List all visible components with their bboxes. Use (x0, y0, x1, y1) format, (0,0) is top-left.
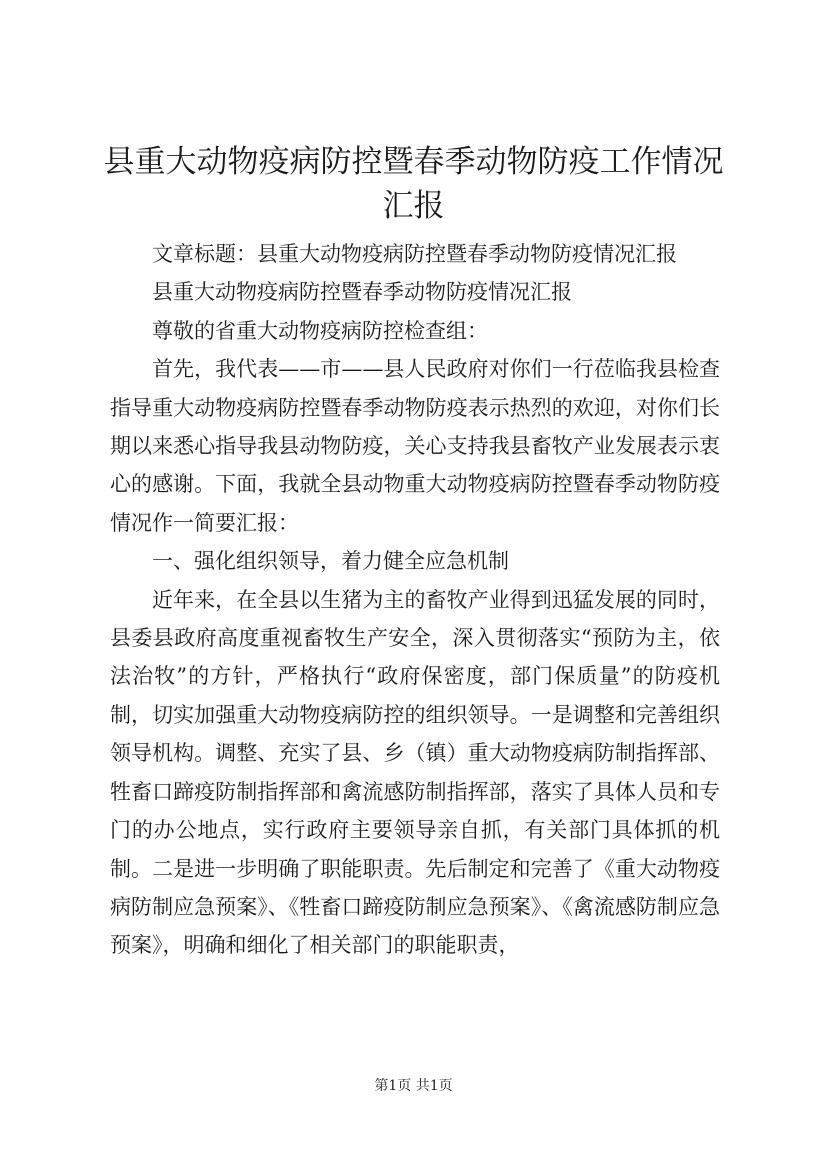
paragraph-salutation: 尊敬的省重大动物疫病防控检查组： (152, 318, 488, 343)
paragraph-intro: 首先，我代表——市——县人民政府对你们一行莅临我县检查指导重大动物疫病防控暨春季动物防疫表示热烈的欢迎，对你们长期以来悉心指导我县动物防疫，关心支持我县畜牧产业发展表示衷心的感谢。下面，我就全县动物重大动物疫病防控暨春季动物防疫情况作一简要汇报： (110, 357, 720, 535)
document-title: 县重大动物疫病防控暨春季动物防疫工作情况汇报 (103, 144, 724, 224)
page-footer (0, 1077, 827, 1095)
paragraph-section-body: 近年来，在全县以生猪为主的畜牧产业得到迅猛发展的同时，县委县政府高度重视畜牧生产安全，深入贯彻落实“预防为主，依法治牧”的方针，严格执行“政府保密度，部门保质量”的防疫机制，切实加强重大动物疫病防控的组织领导。一是调整和完善组织领导机构。调整、充实了县、乡（镇）重大动物疫病防制指挥部、牲畜口蹄疫防制指挥部和禽流感防制指挥部，落实了具体人员和专门的办公地点，实行政府主要领导亲自抓，有关部门具体抓的机制。二是进一步明确了职能职责。先后制定和完善了《重大动物疫病防制应急预案》、《牲畜口蹄疫防制应急预案》、《禽流感防制应急预案》，明确和细化了相关部门的职能职责， (110, 587, 720, 958)
paragraph-section-heading: 一、强化组织领导，着力健全应急机制 (152, 549, 509, 574)
page-number-label: 第1页 共1页 (374, 1078, 453, 1094)
paragraph-subtitle: 县重大动物疫病防控暨春季动物防疫情况汇报 (152, 280, 572, 305)
document-body (110, 235, 720, 965)
paragraph-article-heading: 文章标题：县重大动物疫病防控暨春季动物防疫情况汇报 (152, 242, 677, 266)
